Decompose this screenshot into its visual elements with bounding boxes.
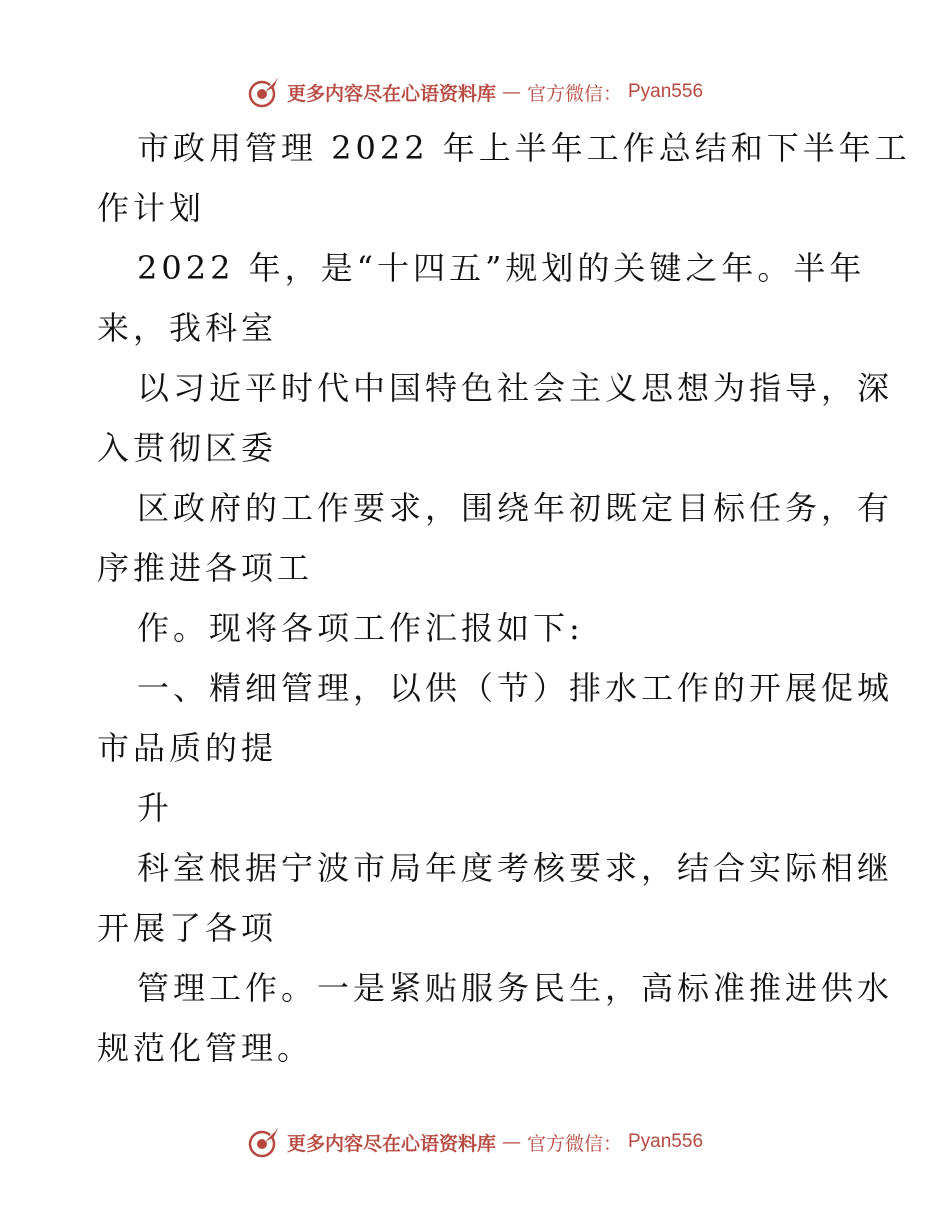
- header-watermark: [0, 72, 950, 112]
- text-line: 作计划: [97, 189, 206, 227]
- watermark-contact-handle: Pyan556: [628, 81, 704, 102]
- watermark-contact-label: 官方微信：: [526, 82, 622, 105]
- quill-logo-icon: [247, 75, 281, 109]
- text-line: 市政用管理 2022 年上半年工作总结和下半年工: [137, 129, 911, 167]
- text-line: 科室根据宁波市局年度考核要求，结合实际相继: [137, 849, 894, 887]
- text-line: 一、精细管理，以供（节）排水工作的开展促城: [137, 669, 894, 707]
- text-line: 2022 年，是“十四五”规划的关键之年。半年: [137, 249, 866, 287]
- text-line: 规范化管理。: [97, 1029, 314, 1067]
- watermark-contact-handle: Pyan556: [628, 1131, 704, 1152]
- text-line: 序推进各项工: [97, 549, 314, 587]
- text-line: 区政府的工作要求，围绕年初既定目标任务，有: [137, 489, 894, 527]
- document-body: [97, 118, 911, 1078]
- footer-watermark: [0, 1122, 950, 1162]
- text-line: 市品质的提: [97, 729, 278, 767]
- text-line: 升: [137, 789, 174, 827]
- text-line: 来，我科室: [97, 309, 278, 347]
- text-line: 以习近平时代中国特色社会主义思想为指导，深: [137, 369, 894, 407]
- text-line: 作。现将各项工作汇报如下:: [137, 609, 584, 647]
- text-line: 管理工作。一是紧贴服务民生，高标准推进供水: [137, 969, 894, 1007]
- text-line: 开展了各项: [97, 909, 278, 947]
- quill-logo-icon: [247, 1125, 281, 1159]
- watermark-separator: —: [501, 1131, 521, 1153]
- watermark-contact-label: 官方微信：: [526, 1132, 622, 1155]
- watermark-separator: —: [501, 81, 521, 103]
- text-line: 入贯彻区委: [97, 429, 278, 467]
- watermark-brand: 更多内容尽在心语资料库: [286, 82, 496, 105]
- watermark-brand: 更多内容尽在心语资料库: [286, 1132, 496, 1155]
